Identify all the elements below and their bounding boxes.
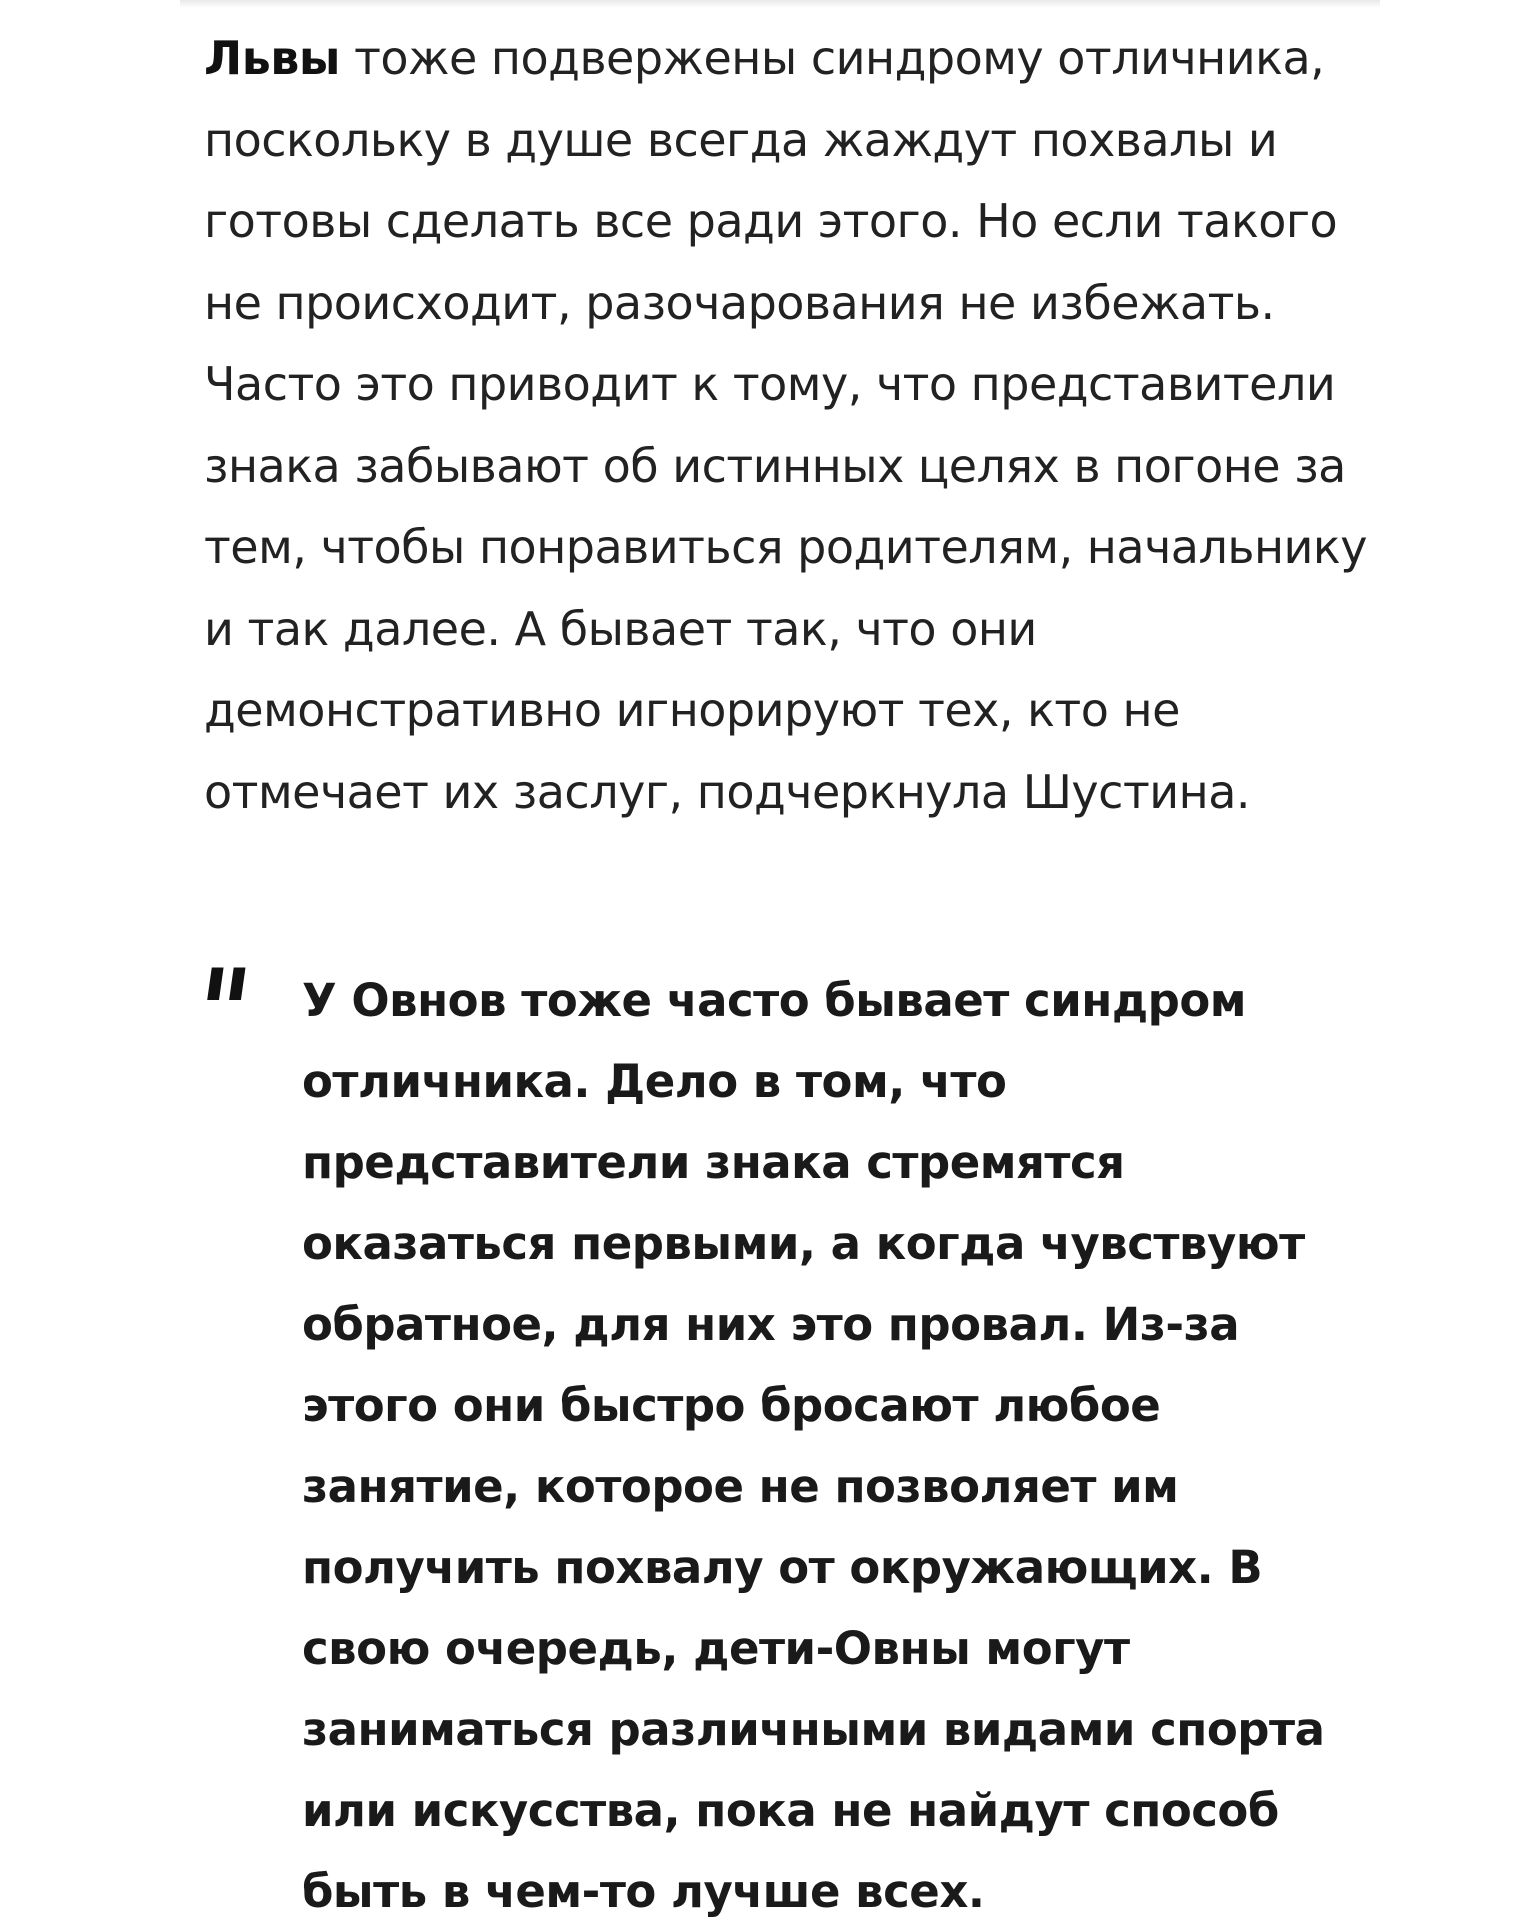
paragraph-lead-bold: Львы bbox=[204, 31, 340, 85]
quote-mark-icon: " bbox=[185, 943, 259, 1084]
blockquote bbox=[185, 943, 1354, 1932]
article-paragraph bbox=[204, 18, 1384, 833]
article-body bbox=[204, 18, 1384, 833]
top-divider bbox=[180, 0, 1380, 8]
quote-text: У Овнов тоже часто бывает синдром отличника. Дело в том, что представители знака стремятся оказаться первыми, а когда чувствуют обратное, для них это провал. Из-за этого они быстро бросают любое занятие, которое не позволяет им получить похвалу от окружающих. В свою очередь, дети-Овны могут заниматься различными видами спорта или искусства, пока не найдут способ быть в чем-то лучше всех. bbox=[302, 974, 1325, 1918]
paragraph-text: тоже подвержены синдрому отличника, поскольку в душе всегда жаждут похвалы и готовы сделать все ради этого. Но если такого не происходит, разочарования не избежать. Часто это приводит к тому, что представители знака забывают об истинных целях в погоне за тем, чтобы понравиться родителям, начальнику и так далее. А бывает так, что они демонстративно игнорируют тех, кто не отмечает их заслуг, подчеркнула Шустина. bbox=[204, 31, 1367, 819]
